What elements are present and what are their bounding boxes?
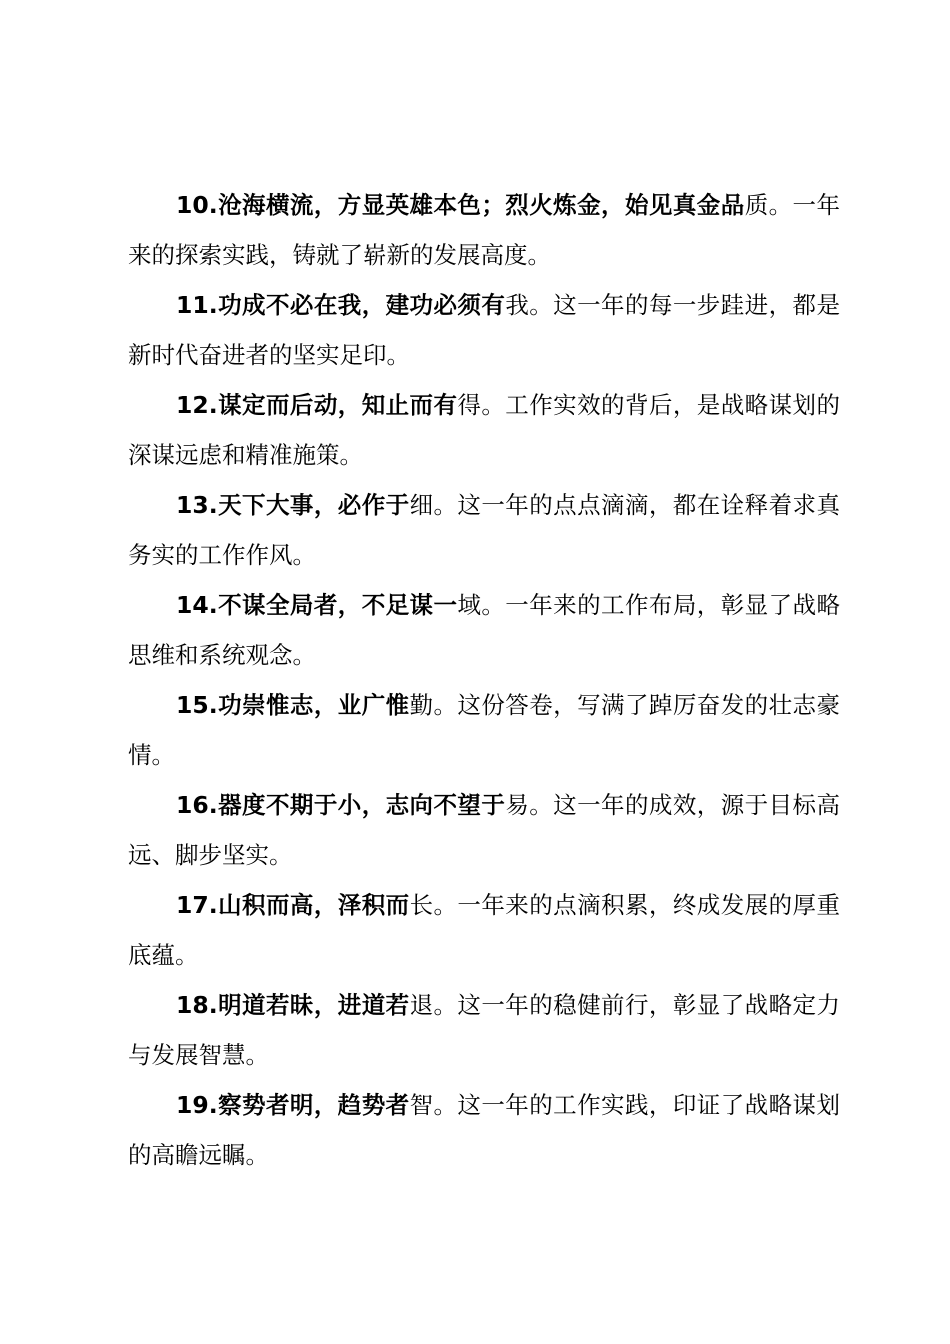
paragraph-heading: 14.不谋全局者，不足谋一	[176, 591, 458, 619]
paragraph-12	[128, 380, 840, 480]
paragraph-15	[128, 680, 840, 780]
paragraph-heading: 15.功崇惟志，业广惟	[176, 691, 410, 719]
document-body	[128, 180, 840, 1180]
paragraph-heading: 17.山积而高，泽积而	[176, 891, 410, 919]
paragraph-text: 得。工作实效的背后，是战略谋划的深谋远虑和精准施策。	[128, 391, 840, 469]
paragraph-text: 我。这一年的每一步跬进，都是新时代奋进者的坚实足印。	[128, 291, 840, 369]
paragraph-heading: 12.谋定而后动，知止而有	[176, 391, 458, 419]
paragraph-text: 退。这一年的稳健前行，彰显了战略定力与发展智慧。	[128, 991, 840, 1069]
paragraph-10	[128, 180, 840, 280]
paragraph-heading: 11.功成不必在我，建功必须有	[176, 291, 506, 319]
paragraph-14	[128, 580, 840, 680]
paragraph-heading: 13.天下大事，必作于	[176, 491, 410, 519]
paragraph-16	[128, 780, 840, 880]
paragraph-18	[128, 980, 840, 1080]
paragraph-text: 细。这一年的点点滴滴，都在诠释着求真务实的工作作风。	[128, 491, 840, 569]
paragraph-17	[128, 880, 840, 980]
paragraph-11	[128, 280, 840, 380]
paragraph-text: 智。这一年的工作实践，印证了战略谋划的高瞻远瞩。	[128, 1091, 840, 1169]
paragraph-13	[128, 480, 840, 580]
paragraph-text: 勤。这份答卷，写满了踔厉奋发的壮志豪情。	[128, 691, 840, 769]
paragraph-text: 质。一年来的探索实践，铸就了崭新的发展高度。	[128, 191, 840, 269]
paragraph-text: 易。这一年的成效，源于目标高远、脚步坚实。	[128, 791, 840, 869]
paragraph-text: 域。一年来的工作布局，彰显了战略思维和系统观念。	[128, 591, 840, 669]
paragraph-heading: 18.明道若昧，进道若	[176, 991, 410, 1019]
paragraph-heading: 19.察势者明，趋势者	[176, 1091, 410, 1119]
paragraph-text: 长。一年来的点滴积累，终成发展的厚重底蕴。	[128, 891, 840, 969]
paragraph-heading: 10.沧海横流，方显英雄本色；烈火炼金，始见真金品	[176, 191, 745, 219]
paragraph-19	[128, 1080, 840, 1180]
paragraph-heading: 16.器度不期于小，志向不望于	[176, 791, 506, 819]
